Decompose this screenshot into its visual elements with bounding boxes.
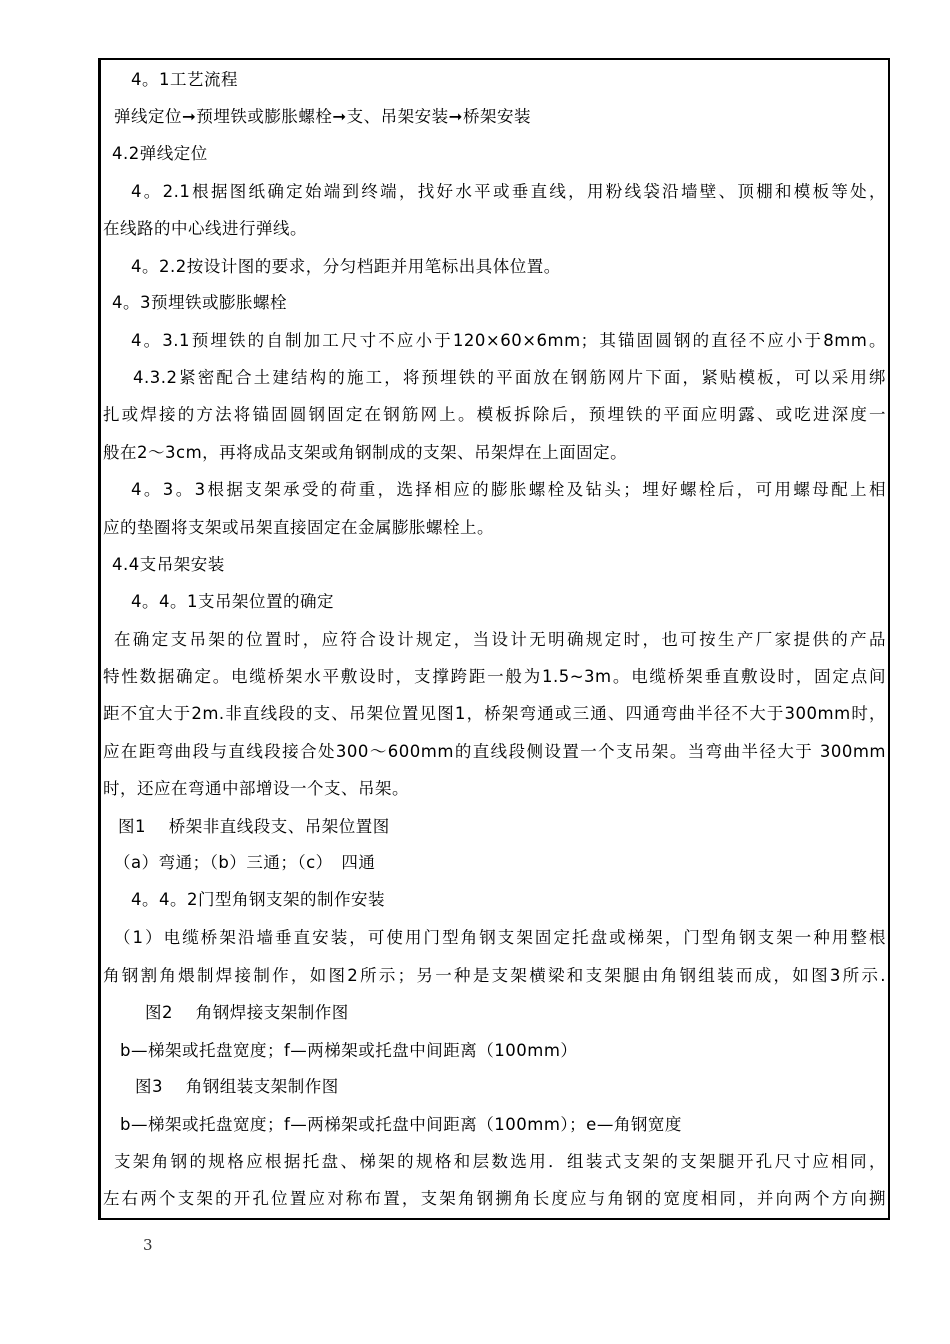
paragraph-4-4-2-line1: （1）电缆桥架沿墙垂直安装，可使用门型角钢支架固定托盘或梯架，门型角钢支架一种用整根 bbox=[114, 928, 886, 947]
heading-4-2: 4.2弹线定位 bbox=[112, 144, 208, 163]
paragraph-4-4-1-line1: 在确定支吊架的位置时，应符合设计规定，当设计无明确规定时，也可按生产厂家提供的产品 bbox=[114, 630, 886, 649]
process-flow-line: 弹线定位➞预埋铁或膨胀螺栓➞支、吊架安装➞桥架安装 bbox=[114, 107, 531, 126]
figure-2-caption: 图2 角钢焊接支架制作图 bbox=[145, 1003, 349, 1022]
paragraph-4-4-1-line2: 特性数据确定。电缆桥架水平敷设时，支撑跨距一般为1.5~3m。电缆桥架垂直敷设时，固定点间 bbox=[103, 667, 886, 686]
heading-4-3: 4。3预埋铁或膨胀螺栓 bbox=[112, 293, 287, 312]
paragraph-4-3-2-line1: 4.3.2紧密配合土建结构的施工，将预埋铁的平面放在钢筋网片下面，紧贴模板，可以采用绑 bbox=[133, 368, 886, 387]
figure-3-caption: 图3 角钢组装支架制作图 bbox=[135, 1077, 339, 1096]
paragraph-4-2-1-line1: 4。2.1根据图纸确定始端到终端，找好水平或垂直线，用粉线袋沿墙壁、顶棚和模板等处， bbox=[131, 182, 886, 201]
heading-4-1: 4。1工艺流程 bbox=[131, 70, 238, 89]
paragraph-4-4-1-line4: 应在距弯曲段与直线段接合处300～600mm的直线段侧设置一个支吊架。当弯曲半径大于 300mm bbox=[103, 742, 886, 761]
paragraph-4-2-1-line2: 在线路的中心线进行弹线。 bbox=[103, 219, 307, 238]
paragraph-4-3-3-line2: 应的垫圈将支架或吊架直接固定在金属膨胀螺栓上。 bbox=[103, 518, 494, 537]
paragraph-4-4-1-line5: 时，还应在弯通中部增设一个支、吊架。 bbox=[103, 779, 409, 798]
paragraph-4-2-2: 4。2.2按设计图的要求，分匀档距并用笔标出具体位置。 bbox=[131, 257, 561, 276]
heading-4-4-2: 4。4。2门型角钢支架的制作安装 bbox=[131, 890, 385, 909]
paragraph-4-3-2-line3: 般在2～3cm，再将成品支架或角钢制成的支架、吊架焊在上面固定。 bbox=[103, 443, 628, 462]
figure-1-subcaption: （a）弯通；（b）三通；（c） 四通 bbox=[114, 853, 376, 872]
heading-4-4-1: 4。4。1支吊架位置的确定 bbox=[131, 592, 334, 611]
paragraph-4-3-3-line1: 4。3。3根据支架承受的荷重，选择相应的膨胀螺栓及钻头；埋好螺栓后，可用螺母配上相 bbox=[131, 480, 886, 499]
page-number: 3 bbox=[143, 1236, 153, 1254]
heading-4-4: 4.4支吊架安装 bbox=[112, 555, 225, 574]
figure-2-legend: b—梯架或托盘宽度；f—两梯架或托盘中间距离（100mm） bbox=[120, 1041, 578, 1060]
paragraph-4-4-1-line3: 距不宜大于2m.非直线段的支、吊架位置见图1，桥架弯通或三通、四通弯曲半径不大于300mm时， bbox=[103, 704, 886, 723]
paragraph-final-line2: 左右两个支架的开孔位置应对称布置，支架角钢搠角长度应与角钢的宽度相同，并向两个方向搠 bbox=[103, 1189, 886, 1208]
paragraph-4-3-2-line2: 扎或焊接的方法将锚固圆钢固定在钢筋网上。模板拆除后，预埋铁的平面应明露、或吃进深度一 bbox=[103, 405, 886, 424]
figure-1-caption: 图1 桥架非直线段支、吊架位置图 bbox=[118, 817, 390, 836]
figure-3-legend: b—梯架或托盘宽度；f—两梯架或托盘中间距离（100mm）；e—角钢宽度 bbox=[120, 1115, 682, 1134]
paragraph-final-line1: 支架角钢的规格应根据托盘、梯架的规格和层数选用．组装式支架的支架腿开孔尺寸应相同， bbox=[114, 1152, 886, 1171]
paragraph-4-4-2-line2: 角钢割角煨制焊接制作，如图2所示；另一种是支架横梁和支架腿由角钢组装而成，如图3所示. bbox=[103, 966, 886, 985]
paragraph-4-3-1: 4。3.1预埋铁的自制加工尺寸不应小于120×60×6mm；其锚固圆钢的直径不应小于8mm。 bbox=[131, 331, 886, 350]
